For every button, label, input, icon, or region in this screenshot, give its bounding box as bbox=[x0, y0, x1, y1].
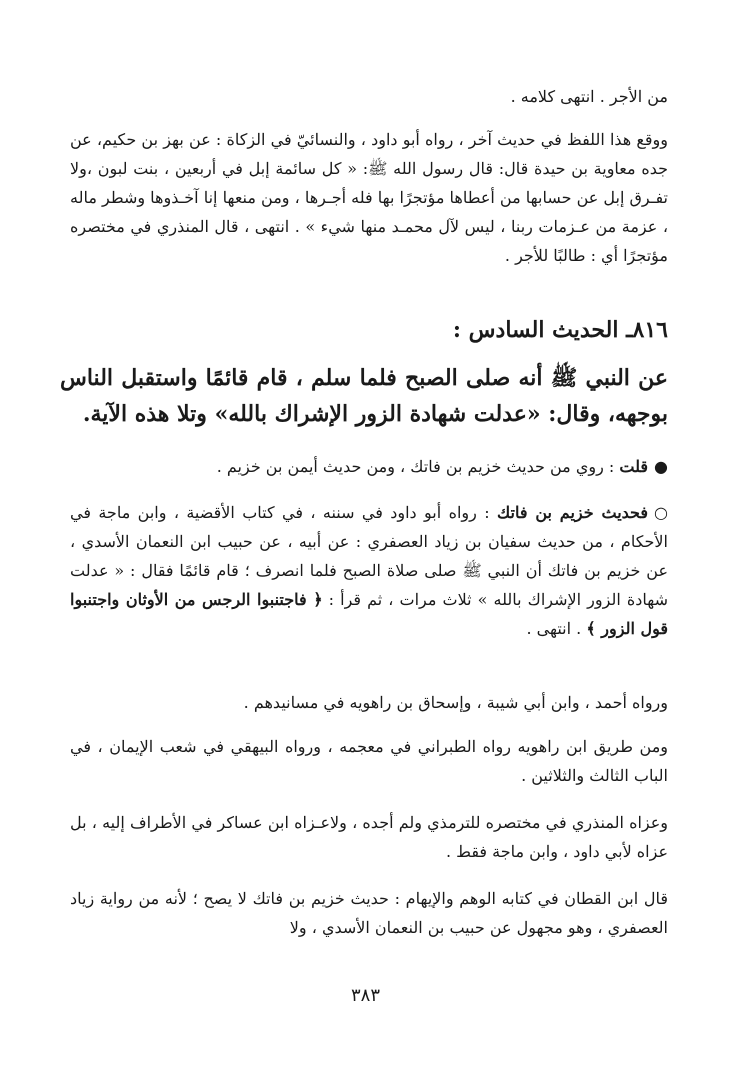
hadith-matn-text: عن النبي ﷺ أنه صلى الصبح فلما سلم ، قام قائمًا واستقبل الناس بوجهه، وقال: «عدلت شهادة الزور الإشراك بالله» وتلا هذه الآية. bbox=[60, 365, 668, 427]
khuraym-label: فحديث خزيم بن فاتك bbox=[497, 503, 649, 522]
hadith-heading bbox=[70, 314, 668, 346]
paragraph-khuraym bbox=[70, 498, 668, 643]
page-number: ٣٨٣ bbox=[350, 985, 380, 1006]
paragraph-continuation-text: من الأجر . انتهى كلامه . bbox=[510, 87, 668, 106]
paragraph-mundhiri-text: وعزاه المنذري في مختصره للترمذي ولم أجده ، ولاعـزاه ابن عساكر في الأطراف إليه ، بل عزاه لأبي داود ، وابن ماجة فقط . bbox=[70, 813, 668, 861]
paragraph-tabarani-text: ومن طريق ابن راهويه رواه الطبراني في معجمه ، ورواه البيهقي في شعب الإيمان ، في الباب الثالث والثلاثين . bbox=[70, 737, 668, 785]
quran-verse: ﴿ فاجتنبوا الرجس من الأوثان واجتنبوا قول الزور ﴾ bbox=[70, 590, 668, 638]
hadith-matn bbox=[60, 360, 668, 432]
filled-circle-icon: ● bbox=[654, 457, 668, 476]
open-circle-icon: ○ bbox=[654, 503, 668, 522]
hadith-heading-text: ٨١٦ـ الحديث السادس : bbox=[452, 317, 668, 343]
khuraym-text: : رواه أبو داود في سننه ، في كتاب الأقضية ، وابن ماجة في الأحكام ، من حديث سفيان بن زياد العصفري : عن أبيه ، عن حبيب ابن النعمان الأسدي ، عن خزيم بن فاتك أن النبي ﷺ صلى صلاة الصبح فلما انصرف ؛ قام قائمًا فقال : « عدلت شهادة الزور الإشراك بالله » ثلاث مرات ، ثم قرأ : bbox=[70, 503, 669, 609]
paragraph-zakat-hadith-text: ووقع هذا اللفظ في حديث آخر ، رواه أبو داود ، والنسائيّ في الزكاة : عن بهز بن حكيم، عن جده معاوية بن حيدة قال: قال رسول الله ﷺ: « كل سائمة إبل في أربعين ، بنت لبون ،ولا تفـرق إبل عن حسابها من أعطاها مؤتجرًا بها فله أجـرها ، ومن منعها إنا آخـذوها وشطر ماله ، عزمة من عـزمات ربنا ، ليس لآل محمـد منها شيء » . انتهى ، قال المنذري في مختصره مؤتجرًا أي : طالبًا للأجر . bbox=[70, 130, 668, 265]
paragraph-qult bbox=[70, 452, 668, 481]
qult-text: : روي من حديث خزيم بن فاتك ، ومن حديث أيمن بن خزيم . bbox=[216, 457, 615, 476]
paragraph-qattan bbox=[70, 884, 668, 942]
paragraph-zakat-hadith bbox=[70, 125, 668, 270]
paragraph-ahmad bbox=[70, 688, 668, 717]
paragraph-ahmad-text: ورواه أحمد ، وابن أبي شيبة ، وإسحاق بن راهويه في مسانيدهم . bbox=[243, 693, 668, 712]
paragraph-mundhiri bbox=[70, 808, 668, 866]
qult-label: قلت bbox=[619, 457, 649, 476]
paragraph-continuation bbox=[70, 82, 668, 111]
paragraph-qattan-text: قال ابن القطان في كتابه الوهم والإيهام : حديث خزيم بن فاتك لا يصح ؛ لأنه من رواية زياد العصفري ، وهو مجهول عن حبيب بن النعمان الأسدي ، ولا bbox=[70, 889, 668, 937]
paragraph-tabarani bbox=[70, 732, 668, 790]
khuraym-end: . انتهى . bbox=[526, 619, 582, 638]
